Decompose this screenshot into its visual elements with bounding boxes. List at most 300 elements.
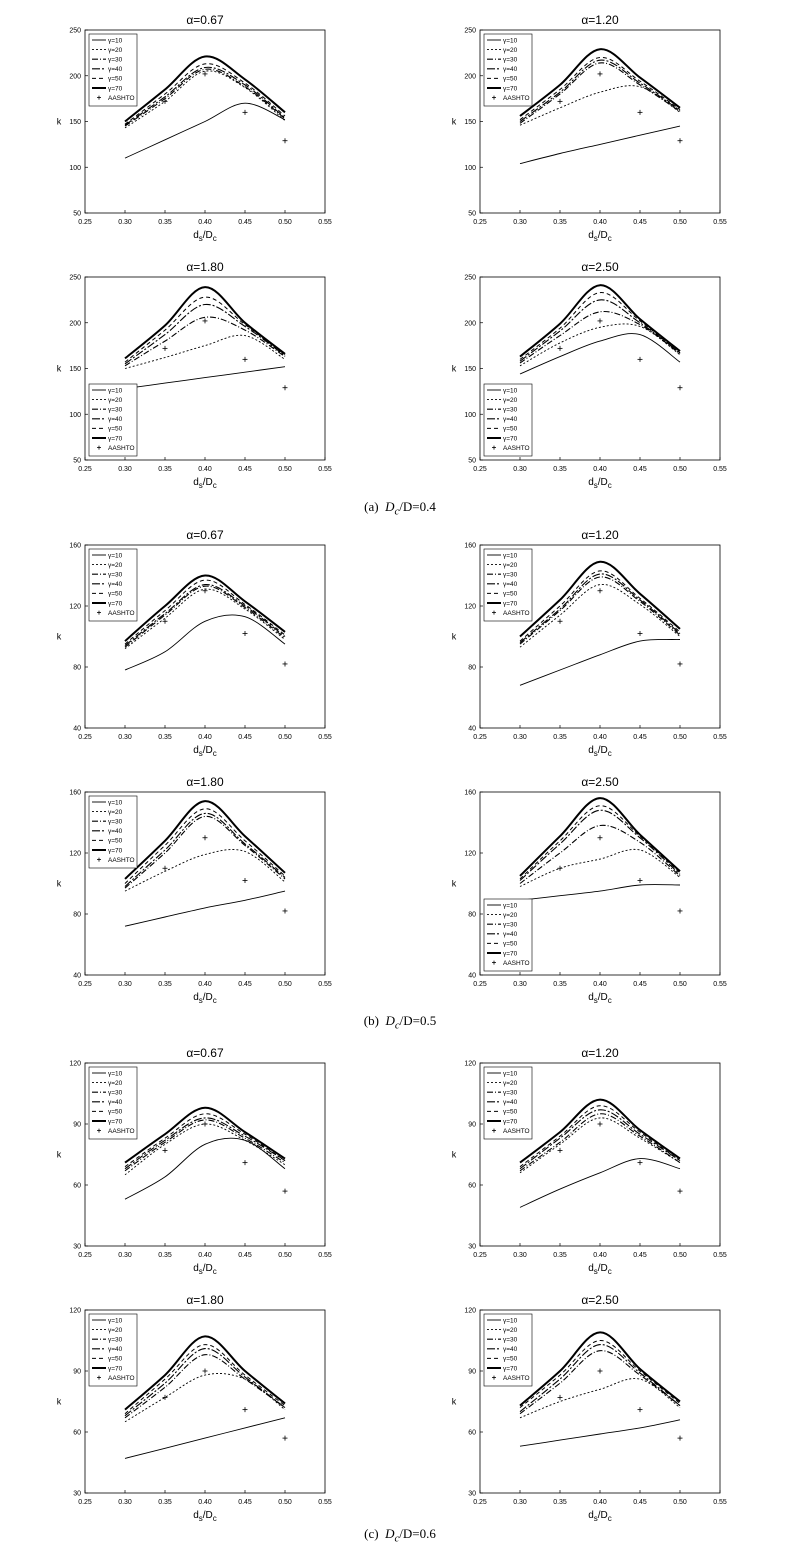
aashto-point bbox=[283, 908, 288, 913]
x-axis-label-part: /D bbox=[597, 745, 608, 756]
series-line-5 bbox=[520, 1106, 680, 1167]
legend-label: γ=70 bbox=[503, 435, 518, 443]
x-axis-label-part: d bbox=[193, 1510, 199, 1521]
caption-rest: /D=0.4 bbox=[399, 499, 436, 514]
x-axis-label bbox=[588, 230, 612, 243]
x-tick-label: 0.40 bbox=[593, 219, 607, 226]
x-axis-label bbox=[193, 230, 217, 243]
chart-title: α=1.80 bbox=[186, 775, 224, 789]
x-axis-label-part: s bbox=[593, 481, 598, 490]
aashto-point bbox=[598, 1369, 603, 1374]
y-tick-label: 200 bbox=[464, 320, 476, 328]
chart-panel-1 bbox=[57, 13, 332, 243]
x-tick-label: 0.45 bbox=[633, 1252, 647, 1259]
legend-label: AASHTO bbox=[503, 94, 530, 102]
aashto-point bbox=[598, 835, 603, 840]
x-tick-label: 0.30 bbox=[513, 1499, 527, 1506]
caption-rest: /D=0.5 bbox=[399, 1013, 437, 1028]
legend-label: AASHTO bbox=[503, 444, 530, 452]
legend-label: γ=10 bbox=[503, 1317, 518, 1325]
series-line-6 bbox=[520, 1100, 680, 1163]
x-tick-label: 0.35 bbox=[553, 1252, 567, 1259]
legend-label: AASHTO bbox=[108, 856, 135, 864]
legend-label: γ=50 bbox=[108, 590, 123, 598]
legend-label: γ=30 bbox=[503, 921, 518, 929]
x-tick-label: 0.40 bbox=[593, 466, 607, 473]
series-line-2 bbox=[520, 849, 680, 886]
x-tick-label: 0.55 bbox=[318, 466, 332, 473]
series-line-6 bbox=[125, 575, 285, 641]
x-tick-label: 0.25 bbox=[473, 734, 487, 741]
y-tick-label: 120 bbox=[464, 1060, 476, 1068]
x-axis-label-part: /D bbox=[202, 1263, 213, 1274]
x-axis-label-part: /D bbox=[597, 992, 608, 1003]
series-line-2 bbox=[520, 324, 680, 366]
x-tick-label: 0.55 bbox=[713, 219, 727, 226]
x-tick-label: 0.45 bbox=[238, 1499, 252, 1506]
legend-label: γ=40 bbox=[503, 931, 518, 939]
aashto-point bbox=[283, 385, 288, 390]
aashto-point bbox=[243, 878, 248, 883]
y-tick-label: 160 bbox=[464, 789, 476, 797]
legend-label: γ=30 bbox=[503, 1089, 518, 1097]
series-line-5 bbox=[520, 571, 680, 641]
x-axis-label-part: /D bbox=[202, 230, 213, 241]
aashto-point bbox=[283, 661, 288, 666]
x-tick-label: 0.35 bbox=[553, 466, 567, 473]
x-tick-label: 0.35 bbox=[158, 466, 172, 473]
x-axis-label-part: /D bbox=[597, 1263, 608, 1274]
series-line-3 bbox=[125, 1355, 285, 1418]
x-tick-label: 0.35 bbox=[158, 1499, 172, 1506]
y-tick-label: 80 bbox=[73, 664, 81, 672]
series-line-6 bbox=[520, 49, 680, 116]
legend-label: γ=40 bbox=[108, 1099, 123, 1107]
x-tick-label: 0.40 bbox=[593, 1499, 607, 1506]
x-axis-label-part: c bbox=[212, 234, 217, 243]
legend-label: γ=20 bbox=[108, 1326, 123, 1334]
y-tick-label: 60 bbox=[73, 1182, 81, 1190]
aashto-point bbox=[163, 866, 168, 871]
legend-label: γ=40 bbox=[108, 828, 123, 836]
x-axis-label bbox=[588, 1263, 612, 1276]
chart-title: α=1.20 bbox=[581, 1046, 619, 1060]
legend-label: γ=70 bbox=[108, 600, 123, 608]
aashto-point bbox=[243, 1160, 248, 1165]
y-tick-label: 40 bbox=[468, 725, 476, 733]
x-axis-label-part: d bbox=[193, 1263, 199, 1274]
series-line-3 bbox=[125, 816, 285, 888]
y-tick-label: 120 bbox=[69, 1307, 81, 1315]
y-tick-label: 30 bbox=[73, 1490, 81, 1498]
y-tick-label: 150 bbox=[69, 119, 81, 126]
x-axis-label bbox=[193, 992, 217, 1005]
y-tick-label: 250 bbox=[464, 27, 476, 35]
series-line-6 bbox=[125, 1108, 285, 1163]
x-tick-label: 0.50 bbox=[278, 1499, 292, 1506]
x-axis-label-part: c bbox=[607, 1514, 612, 1523]
aashto-point bbox=[283, 1436, 288, 1441]
x-tick-label: 0.35 bbox=[158, 734, 172, 741]
chart-title: α=0.67 bbox=[186, 1046, 224, 1060]
legend bbox=[89, 1067, 137, 1139]
x-tick-label: 0.25 bbox=[473, 219, 487, 226]
legend-label: γ=20 bbox=[503, 561, 518, 569]
y-tick-label: 60 bbox=[73, 1429, 81, 1437]
legend bbox=[89, 1314, 137, 1386]
x-tick-label: 0.25 bbox=[78, 219, 92, 226]
x-tick-label: 0.30 bbox=[118, 1499, 132, 1506]
x-axis-label-part: s bbox=[198, 481, 203, 490]
x-axis-label-part: s bbox=[198, 996, 203, 1005]
y-tick-label: 50 bbox=[468, 457, 476, 465]
x-tick-label: 0.25 bbox=[78, 1252, 92, 1259]
x-tick-label: 0.55 bbox=[713, 981, 727, 988]
legend-label: γ=50 bbox=[108, 1108, 123, 1116]
legend-label: γ=10 bbox=[503, 37, 518, 45]
y-tick-label: 120 bbox=[69, 1060, 81, 1068]
legend-label: γ=40 bbox=[503, 1099, 518, 1107]
legend-label: γ=50 bbox=[108, 75, 123, 83]
aashto-point bbox=[203, 588, 208, 593]
y-tick-label: 40 bbox=[73, 725, 81, 733]
aashto-point bbox=[638, 357, 643, 362]
caption-rest: /D=0.6 bbox=[399, 1526, 436, 1541]
x-tick-label: 0.25 bbox=[473, 1252, 487, 1259]
aashto-point bbox=[203, 71, 208, 76]
y-axis-label: k bbox=[56, 116, 62, 127]
x-tick-label: 0.50 bbox=[278, 1252, 292, 1259]
x-axis-label bbox=[193, 1510, 217, 1523]
y-tick-label: 120 bbox=[464, 850, 476, 858]
caption-a bbox=[0, 499, 800, 518]
series-line-1 bbox=[125, 1418, 285, 1459]
x-tick-label: 0.45 bbox=[238, 219, 252, 226]
x-tick-label: 0.35 bbox=[158, 1252, 172, 1259]
x-axis-label-part: d bbox=[588, 745, 594, 756]
legend-label: γ=20 bbox=[503, 396, 518, 404]
aashto-point bbox=[638, 110, 643, 115]
x-axis-label-part: s bbox=[593, 234, 598, 243]
legend-label: AASHTO bbox=[108, 94, 135, 102]
legend-label: γ=30 bbox=[108, 818, 123, 826]
aashto-point bbox=[598, 71, 603, 76]
x-axis-label-part: s bbox=[593, 996, 598, 1005]
y-tick-label: 160 bbox=[69, 789, 81, 797]
legend-label: AASHTO bbox=[503, 609, 530, 617]
legend-label: γ=10 bbox=[108, 552, 123, 560]
legend-label: γ=20 bbox=[108, 46, 123, 54]
x-tick-label: 0.25 bbox=[473, 981, 487, 988]
y-tick-label: 200 bbox=[464, 73, 476, 81]
x-tick-label: 0.45 bbox=[238, 466, 252, 473]
x-tick-label: 0.55 bbox=[318, 219, 332, 226]
series-line-4 bbox=[125, 1349, 285, 1416]
x-tick-label: 0.45 bbox=[238, 1252, 252, 1259]
legend-label: γ=70 bbox=[503, 85, 518, 93]
y-tick-label: 150 bbox=[464, 366, 476, 373]
y-tick-label: 40 bbox=[73, 972, 81, 980]
series-line-4 bbox=[520, 300, 680, 361]
y-tick-label: 80 bbox=[468, 911, 476, 919]
legend-label: γ=30 bbox=[108, 56, 123, 64]
x-axis-label-part: d bbox=[588, 992, 594, 1003]
chart-title: α=0.67 bbox=[186, 13, 224, 27]
x-axis-label-part: /D bbox=[597, 230, 608, 241]
x-tick-label: 0.45 bbox=[238, 981, 252, 988]
legend-label: γ=70 bbox=[108, 847, 123, 855]
aashto-point bbox=[558, 1148, 563, 1153]
y-tick-label: 50 bbox=[468, 210, 476, 218]
y-tick-label: 200 bbox=[69, 320, 81, 328]
caption-sub: c bbox=[394, 1019, 400, 1032]
legend-label: γ=20 bbox=[503, 1326, 518, 1334]
legend bbox=[89, 796, 137, 868]
legend-label: γ=70 bbox=[503, 1118, 518, 1126]
x-tick-label: 0.40 bbox=[198, 981, 212, 988]
x-axis-label-part: s bbox=[593, 749, 598, 758]
series-line-1 bbox=[520, 1420, 680, 1446]
x-tick-label: 0.40 bbox=[198, 734, 212, 741]
series-line-4 bbox=[520, 810, 680, 880]
y-axis-label: k bbox=[56, 631, 62, 642]
series-line-1 bbox=[520, 639, 680, 685]
chart-title: α=2.50 bbox=[581, 775, 619, 789]
x-axis-label-part: s bbox=[198, 1267, 203, 1276]
x-tick-label: 0.25 bbox=[473, 1499, 487, 1506]
aashto-point bbox=[558, 1395, 563, 1400]
x-axis-label-part: d bbox=[193, 230, 199, 241]
x-axis-label bbox=[588, 745, 612, 758]
x-tick-label: 0.30 bbox=[513, 734, 527, 741]
aashto-point bbox=[558, 866, 563, 871]
aashto-point bbox=[638, 878, 643, 883]
x-tick-label: 0.55 bbox=[713, 1499, 727, 1506]
x-tick-label: 0.30 bbox=[118, 1252, 132, 1259]
x-axis-label-part: d bbox=[193, 745, 199, 756]
aashto-point bbox=[283, 1189, 288, 1194]
legend-label: γ=70 bbox=[503, 1365, 518, 1373]
x-axis-label-part: /D bbox=[202, 745, 213, 756]
x-tick-label: 0.50 bbox=[673, 219, 687, 226]
x-tick-label: 0.50 bbox=[278, 734, 292, 741]
y-tick-label: 50 bbox=[73, 457, 81, 465]
x-tick-label: 0.55 bbox=[318, 1499, 332, 1506]
x-tick-label: 0.35 bbox=[553, 219, 567, 226]
x-axis-label-part: d bbox=[588, 230, 594, 241]
legend-label: γ=50 bbox=[503, 75, 518, 83]
y-tick-label: 160 bbox=[464, 542, 476, 550]
x-tick-label: 0.50 bbox=[673, 466, 687, 473]
x-axis-label-part: c bbox=[212, 996, 217, 1005]
y-tick-label: 100 bbox=[464, 411, 476, 419]
aashto-point bbox=[598, 1122, 603, 1127]
y-tick-label: 250 bbox=[69, 274, 81, 282]
legend-label: AASHTO bbox=[503, 959, 530, 967]
legend bbox=[484, 899, 532, 971]
chart-title: α=1.20 bbox=[581, 13, 619, 27]
x-tick-label: 0.30 bbox=[118, 466, 132, 473]
legend-label: γ=50 bbox=[503, 590, 518, 598]
x-axis-label-part: s bbox=[198, 234, 203, 243]
x-axis-label-part: /D bbox=[597, 477, 608, 488]
x-axis-label-part: c bbox=[607, 481, 612, 490]
legend bbox=[484, 34, 532, 106]
series-line-6 bbox=[520, 562, 680, 637]
x-tick-label: 0.55 bbox=[318, 734, 332, 741]
legend-label: AASHTO bbox=[503, 1374, 530, 1382]
x-tick-label: 0.50 bbox=[673, 981, 687, 988]
x-tick-label: 0.30 bbox=[513, 219, 527, 226]
y-axis-label: k bbox=[451, 116, 457, 127]
y-tick-label: 80 bbox=[73, 911, 81, 919]
x-axis-label-part: c bbox=[212, 481, 217, 490]
x-tick-label: 0.50 bbox=[673, 1252, 687, 1259]
legend-label: γ=10 bbox=[503, 902, 518, 910]
x-axis-label-part: c bbox=[607, 749, 612, 758]
legend-label: γ=70 bbox=[108, 1118, 123, 1126]
x-tick-label: 0.50 bbox=[278, 219, 292, 226]
legend-label: γ=40 bbox=[503, 66, 518, 74]
chart-title: α=2.50 bbox=[581, 1293, 619, 1307]
chart-title: α=1.80 bbox=[186, 260, 224, 274]
caption-sub: c bbox=[394, 505, 400, 518]
series-line-2 bbox=[520, 86, 680, 126]
chart-panel-6 bbox=[452, 528, 727, 758]
x-axis-label-part: d bbox=[588, 1263, 594, 1274]
series-line-1 bbox=[520, 126, 680, 164]
x-tick-label: 0.40 bbox=[593, 734, 607, 741]
aashto-point bbox=[678, 385, 683, 390]
x-axis-label-part: s bbox=[593, 1514, 598, 1523]
legend-label: γ=20 bbox=[108, 396, 123, 404]
series-line-4 bbox=[520, 1110, 680, 1169]
series-line-1 bbox=[520, 885, 680, 901]
aashto-point bbox=[638, 631, 643, 636]
x-tick-label: 0.45 bbox=[633, 219, 647, 226]
x-tick-label: 0.50 bbox=[278, 466, 292, 473]
caption-sub: c bbox=[394, 1532, 400, 1545]
x-tick-label: 0.35 bbox=[553, 734, 567, 741]
legend-label: γ=10 bbox=[503, 387, 518, 395]
legend-label: γ=10 bbox=[503, 552, 518, 560]
aashto-point bbox=[243, 631, 248, 636]
x-tick-label: 0.40 bbox=[198, 1499, 212, 1506]
y-tick-label: 60 bbox=[468, 1429, 476, 1437]
x-tick-label: 0.25 bbox=[78, 1499, 92, 1506]
legend-label: γ=50 bbox=[108, 425, 123, 433]
aashto-point bbox=[243, 110, 248, 115]
legend-label: γ=40 bbox=[108, 1346, 123, 1354]
y-tick-label: 40 bbox=[468, 972, 476, 980]
aashto-point bbox=[678, 908, 683, 913]
legend bbox=[89, 384, 137, 456]
y-tick-label: 150 bbox=[464, 119, 476, 126]
caption-ratio: D bbox=[385, 1013, 395, 1028]
caption-ratio: D bbox=[385, 499, 395, 514]
legend bbox=[484, 384, 532, 456]
aashto-point bbox=[558, 99, 563, 104]
series-line-4 bbox=[520, 1345, 680, 1412]
series-line-1 bbox=[125, 367, 285, 389]
x-tick-label: 0.40 bbox=[198, 1252, 212, 1259]
legend-label: γ=30 bbox=[108, 1089, 123, 1097]
x-tick-label: 0.45 bbox=[633, 1499, 647, 1506]
caption-b bbox=[0, 1013, 800, 1032]
legend-label: γ=70 bbox=[108, 85, 123, 93]
x-tick-label: 0.45 bbox=[633, 466, 647, 473]
legend-label: γ=40 bbox=[503, 416, 518, 424]
x-axis-label-part: d bbox=[588, 1510, 594, 1521]
aashto-point bbox=[163, 1148, 168, 1153]
aashto-point bbox=[203, 318, 208, 323]
chart-panel-7 bbox=[57, 775, 332, 1005]
x-axis-label bbox=[588, 477, 612, 490]
legend-label: γ=10 bbox=[108, 799, 123, 807]
caption-ratio: D bbox=[385, 1526, 395, 1541]
y-tick-label: 120 bbox=[464, 603, 476, 611]
chart-panel-12 bbox=[452, 1293, 727, 1523]
y-axis-label: k bbox=[56, 1396, 62, 1407]
aashto-point bbox=[638, 1160, 643, 1165]
legend-label: γ=30 bbox=[503, 571, 518, 579]
y-tick-label: 160 bbox=[69, 542, 81, 550]
legend-label: γ=30 bbox=[503, 1336, 518, 1344]
y-axis-label: k bbox=[451, 1396, 457, 1407]
x-tick-label: 0.35 bbox=[158, 219, 172, 226]
x-tick-label: 0.25 bbox=[78, 981, 92, 988]
legend-label: γ=50 bbox=[108, 1355, 123, 1363]
x-tick-label: 0.25 bbox=[78, 466, 92, 473]
series-line-1 bbox=[520, 334, 680, 374]
aashto-point bbox=[163, 346, 168, 351]
legend-label: γ=10 bbox=[108, 387, 123, 395]
x-axis-label-part: d bbox=[588, 477, 594, 488]
x-axis-label-part: d bbox=[193, 477, 199, 488]
caption-c bbox=[0, 1526, 800, 1545]
series-line-4 bbox=[520, 60, 680, 121]
legend bbox=[89, 34, 137, 106]
x-tick-label: 0.25 bbox=[473, 466, 487, 473]
x-axis-label-part: c bbox=[212, 1267, 217, 1276]
x-axis-label bbox=[193, 477, 217, 490]
x-axis-label-part: c bbox=[607, 1267, 612, 1276]
legend-label: γ=20 bbox=[108, 808, 123, 816]
aashto-point bbox=[283, 138, 288, 143]
aashto-point bbox=[558, 619, 563, 624]
y-tick-label: 90 bbox=[468, 1368, 476, 1376]
x-axis-label-part: c bbox=[607, 234, 612, 243]
legend-label: γ=30 bbox=[503, 406, 518, 414]
legend-label: γ=50 bbox=[503, 1355, 518, 1363]
legend bbox=[484, 1314, 532, 1386]
x-axis-label-part: /D bbox=[202, 992, 213, 1003]
chart-title: α=0.67 bbox=[186, 528, 224, 542]
chart-panel-5 bbox=[57, 528, 332, 758]
series-line-2 bbox=[125, 71, 285, 128]
aashto-point bbox=[203, 835, 208, 840]
series-line-2 bbox=[125, 1373, 285, 1421]
series-line-1 bbox=[520, 1159, 680, 1208]
x-tick-label: 0.30 bbox=[118, 734, 132, 741]
x-tick-label: 0.30 bbox=[513, 981, 527, 988]
series-line-4 bbox=[125, 585, 285, 646]
chart-panel-11 bbox=[57, 1293, 332, 1523]
y-axis-label: k bbox=[451, 1149, 457, 1160]
legend-label: AASHTO bbox=[108, 1127, 135, 1135]
x-tick-label: 0.45 bbox=[633, 981, 647, 988]
x-tick-label: 0.50 bbox=[673, 734, 687, 741]
